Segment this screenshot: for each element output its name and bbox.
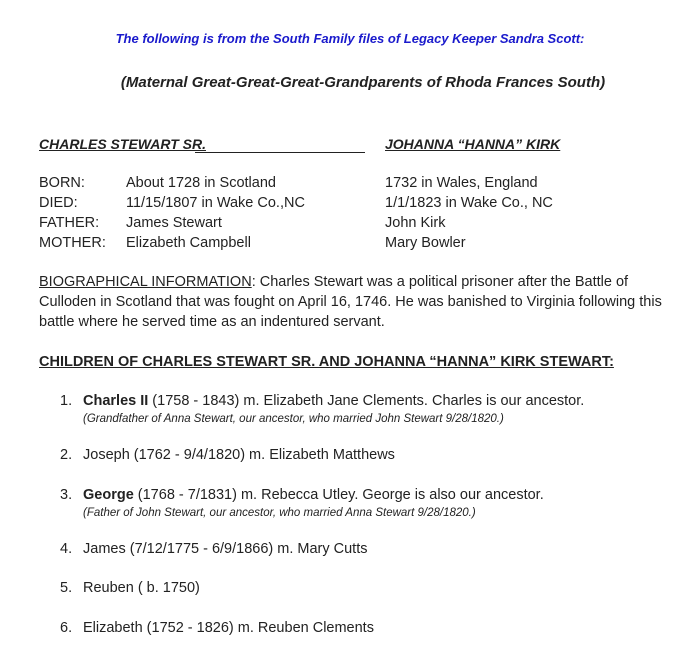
biography-label: BIOGRAPHICAL INFORMATION <box>39 274 252 290</box>
child-note: (Grandfather of Anna Stewart, our ancestor, who married John Stewart 9/28/1820.) <box>83 413 504 425</box>
fact-wife-born: 1732 in Wales, England <box>385 175 538 191</box>
list-item: 6. Elizabeth (1752 - 1826) m. Reuben Clements <box>60 620 374 636</box>
child-name: George <box>83 487 134 503</box>
subtitle: (Maternal Great-Great-Great-Grandparents of Rhoda Frances South) <box>120 74 606 91</box>
fact-husband-mother: Elizabeth Campbell <box>126 235 251 251</box>
list-item: 5. Reuben ( b. 1750) <box>60 580 200 596</box>
list-item: 4. James (7/12/1775 - 6/9/1866) m. Mary Cutts <box>60 541 368 557</box>
fact-wife-father: John Kirk <box>385 215 446 231</box>
child-note: (Father of John Stewart, our ancestor, who married Anna Stewart 9/28/1820.) <box>83 507 476 519</box>
intro-line: The following is from the South Family files of Legacy Keeper Sandra Scott: <box>115 31 585 46</box>
wife-name-heading: JOHANNA “HANNA” KIRK <box>385 136 561 152</box>
children-heading: CHILDREN OF CHARLES STEWART SR. AND JOHANNA “HANNA” KIRK STEWART: <box>39 354 614 370</box>
biography-text: : Charles Stewart was a political prisoner after the Battle of Culloden in Scotland that was fought on April 16, 1746. He was banished to Virginia following this battle where he served time as an indentured servant. <box>39 274 662 330</box>
fact-husband-father: James Stewart <box>126 215 222 231</box>
fact-husband-died: 11/15/1807 in Wake Co.,NC <box>126 195 305 211</box>
fact-wife-died: 1/1/1823 in Wake Co., NC <box>385 195 553 211</box>
list-item: 3. George (1768 - 7/1831) m. Rebecca Utley. George is also our ancestor. <box>60 487 544 503</box>
fact-husband-born: About 1728 in Scotland <box>126 175 276 191</box>
fact-label-died: DIED: <box>39 195 78 211</box>
biography-paragraph <box>39 272 689 332</box>
list-item: 2. Joseph (1762 - 9/4/1820) m. Elizabeth Matthews <box>60 447 395 463</box>
child-name: Charles II <box>83 393 149 409</box>
fact-label-mother: MOTHER: <box>39 235 106 251</box>
list-item: 1. Charles II (1758 - 1843) m. Elizabeth Jane Clements. Charles is our ancestor. <box>60 393 585 409</box>
heading-underline-extension <box>195 152 365 153</box>
husband-name-heading: CHARLES STEWART SR. <box>39 136 206 152</box>
fact-wife-mother: Mary Bowler <box>385 235 466 251</box>
fact-label-father: FATHER: <box>39 215 100 231</box>
fact-label-born: BORN: <box>39 175 85 191</box>
